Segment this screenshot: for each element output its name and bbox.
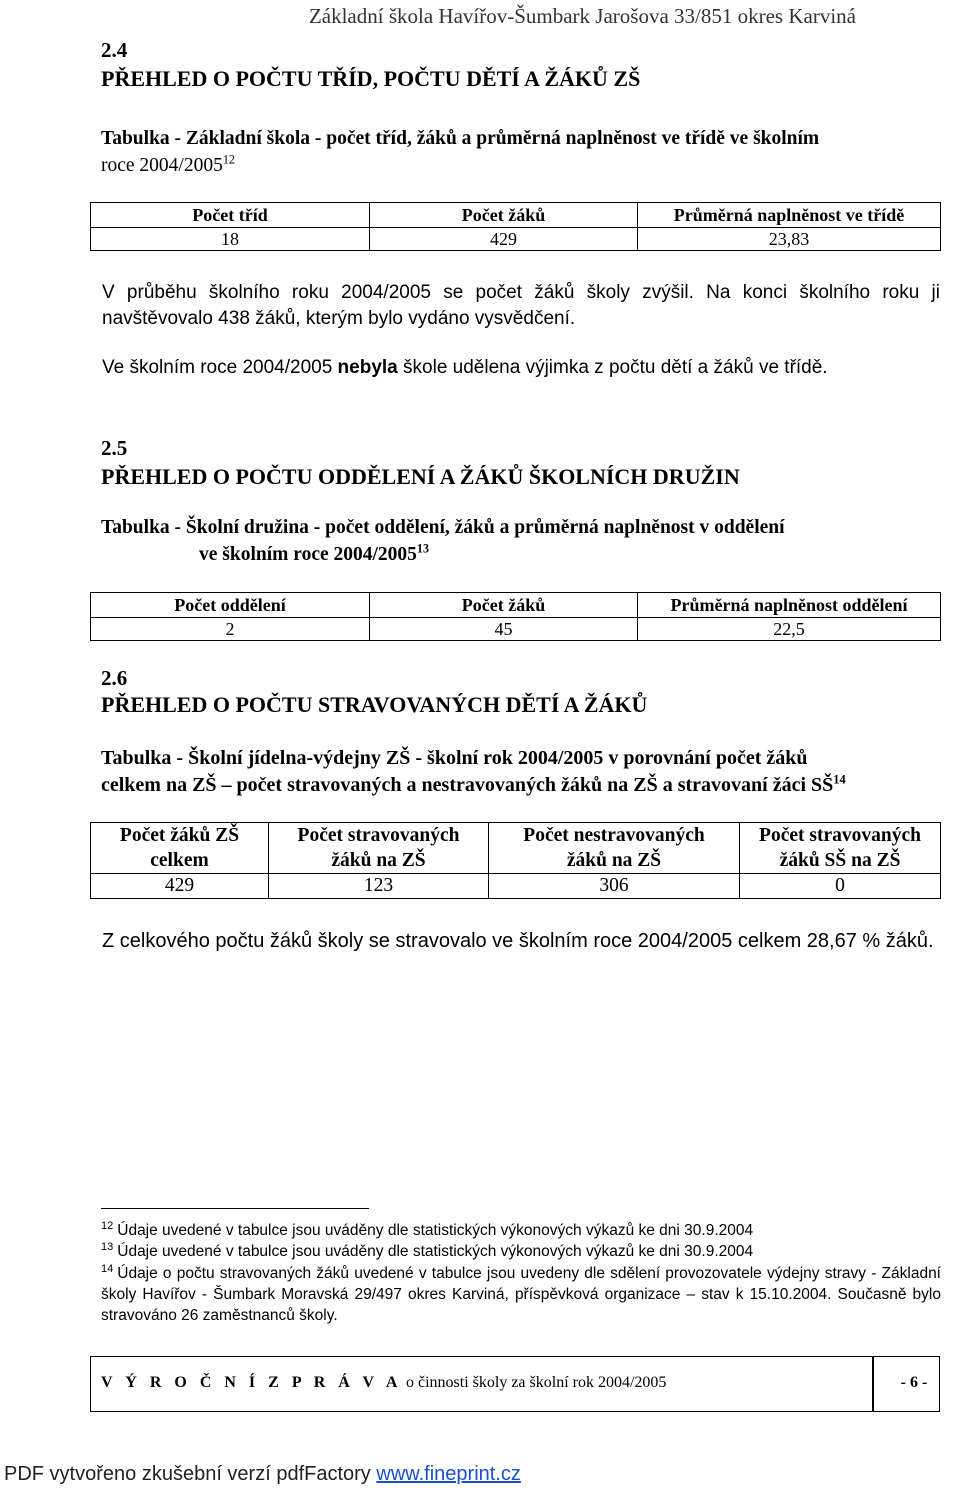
header-line: žáků na ZŠ [331, 850, 426, 871]
footer-divider [872, 1356, 874, 1411]
table-cell: 22,5 [638, 618, 941, 641]
header-line: žáků na ZŠ [566, 850, 662, 871]
table-cell: 306 [489, 874, 740, 899]
header-line: Počet nestravovaných [523, 825, 705, 846]
header-cell [489, 823, 740, 874]
footnote-14 [101, 1263, 941, 1326]
table-cell: 2 [91, 618, 370, 641]
footer-report-title: V Ý R O Č N Í Z P R Á V A [101, 1374, 402, 1391]
header-line: Počet žáků ZŠ [119, 825, 240, 846]
footnote-mark: 13 [101, 1240, 114, 1253]
header-cell: Počet oddělení [91, 593, 370, 618]
section-2-4-number: 2.4 [101, 38, 128, 62]
caption-line-2 [101, 772, 846, 799]
table-row [91, 228, 941, 251]
footnote-12 [101, 1220, 941, 1241]
text-bold: nebyla [337, 357, 398, 378]
table-cell: 23,83 [638, 228, 941, 251]
table-header-row [91, 593, 941, 618]
table-cell: 429 [91, 874, 269, 899]
footnote-13 [101, 1241, 941, 1262]
header-cell [91, 823, 269, 874]
paragraph-pupil-count: V průběhu školního roku 2004/2005 se počet žáků školy zvýšil. Na konci školního roku ji navštěvovalo 438 žáků, kterým bylo vydáno vysvědčení. [102, 282, 940, 329]
table-row [91, 618, 941, 641]
section-2-5-caption [101, 514, 785, 568]
caption-line-2 [101, 152, 819, 179]
header-cell: Průměrná naplněnost oddělení [638, 593, 941, 618]
table-cell: 0 [740, 874, 941, 899]
caption-text: celkem na ZŠ – počet stravovaných a nestravovaných žáků na ZŠ a stravovaní žáci SŠ [101, 774, 834, 796]
section-2-6-number: 2.6 [101, 666, 128, 690]
footer-subtitle: o činnosti školy za školní rok 2004/2005 [401, 1374, 667, 1391]
table-header-row [91, 203, 941, 228]
table-classes-pupils [90, 202, 941, 251]
table-canteen [90, 822, 941, 899]
text-pre: Ve školním roce 2004/2005 [102, 357, 338, 378]
header-line: Počet stravovaných [297, 825, 460, 846]
footnote-ref-12: 12 [222, 152, 235, 167]
header-line: Počet stravovaných [759, 825, 921, 846]
footnote-text: Údaje o počtu stravovaných žáků uvedené v tabulce jsou uvedeny dle sdělení provozovatele výdejny stravy - Základní školy Havířov - Šumbark Moravská 29/497 okres Karviná, příspěvková organizace – stav k 15.10.2004. Současně bylo stravováno 26 zaměstnanců školy. [101, 1265, 941, 1324]
header-cell: Počet žáků [370, 203, 638, 228]
footnote-ref-14: 14 [833, 772, 846, 787]
section-2-5-title: PŘEHLED O POČTU ODDĚLENÍ A ŽÁKŮ ŠKOLNÍCH DRUŽIN [101, 464, 740, 489]
table-cell: 123 [269, 874, 489, 899]
section-2-5-number: 2.5 [101, 436, 128, 460]
header-cell: Počet tříd [91, 203, 370, 228]
table-row [91, 874, 941, 899]
table-cell: 18 [91, 228, 370, 251]
table-cell: 429 [370, 228, 638, 251]
section-2-6-title: PŘEHLED O POČTU STRAVOVANÝCH DĚTÍ A ŽÁKŮ [101, 692, 648, 717]
section-2-6-caption [101, 745, 846, 799]
footnote-mark: 14 [101, 1262, 114, 1275]
fineprint-link[interactable]: www.fineprint.cz [376, 1463, 521, 1485]
header-cell [269, 823, 489, 874]
table-after-school-club [90, 592, 941, 641]
header-cell [740, 823, 941, 874]
paragraph-exception [102, 355, 940, 381]
header-cell: Průměrná naplněnost ve třídě [638, 203, 941, 228]
section-2-4-title: PŘEHLED O POČTU TŘÍD, POČTU DĚTÍ A ŽÁKŮ ZŠ [101, 66, 641, 91]
page-number: - 6 - [900, 1374, 928, 1391]
header-line: žáků SŠ na ZŠ [779, 850, 901, 871]
caption-line-1: Tabulka - Základní škola - počet tříd, žáků a průměrná naplněnost ve třídě ve školním [101, 128, 820, 149]
caption-line-1: Tabulka - Školní jídelna-výdejny ZŠ - školní rok 2004/2005 v porovnání počet žáků [101, 747, 808, 769]
table-cell: 45 [370, 618, 638, 641]
pdf-note-text: PDF vytvořeno zkušební verzí pdfFactory [4, 1463, 377, 1485]
section-2-4-caption [101, 125, 819, 179]
footnote-text: Údaje uvedené v tabulce jsou uváděny dle statistických výkonových výkazů ke dni 30.9.2004 [117, 1243, 754, 1260]
header-cell: Počet žáků [370, 593, 638, 618]
caption-year: roce 2004/2005 [101, 155, 223, 176]
footnote-ref-13: 13 [416, 541, 429, 556]
caption-year: ve školním roce 2004/2005 [199, 544, 417, 565]
header-line: celkem [150, 850, 209, 871]
caption-line-2 [101, 541, 785, 568]
footer-title [101, 1374, 666, 1392]
footnote-mark: 12 [101, 1219, 114, 1232]
paragraph-canteen-share: Z celkového počtu žáků školy se stravovalo ve školním roce 2004/2005 celkem 28,67 % žáků. [102, 930, 934, 952]
running-header: Základní škola Havířov-Šumbark Jarošova 33/851 okres Karviná [308, 4, 856, 28]
caption-line-1: Tabulka - Školní družina - počet oddělení, žáků a průměrná naplněnost v oddělení [101, 517, 785, 538]
table-header-row [91, 823, 941, 874]
footnote-text: Údaje uvedené v tabulce jsou uváděny dle statistických výkonových výkazů ke dni 30.9.2004 [117, 1222, 754, 1239]
footnote-divider [101, 1208, 369, 1209]
text-post: škole udělena výjimka z počtu dětí a žáků ve třídě. [397, 357, 828, 378]
pdf-factory-note [4, 1463, 521, 1486]
